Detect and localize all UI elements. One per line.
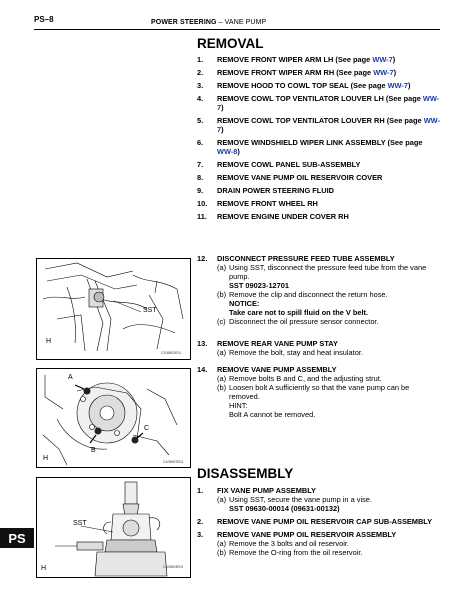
removal-step xyxy=(197,94,440,112)
step-number: 3. xyxy=(197,81,204,90)
hint-text: Bolt A cannot be removed. xyxy=(229,410,316,419)
substep-text: Remove the O-ring from the oil reservoir. xyxy=(229,548,363,557)
feed-tube-illustration xyxy=(37,259,190,359)
step-label: REMOVE HOOD TO COWL TOP SEAL (See page xyxy=(217,81,388,90)
figure-disconnect-feed-tube xyxy=(36,258,191,360)
step-text xyxy=(217,55,440,64)
step-number: 3. xyxy=(197,530,204,539)
step-title: REMOVE REAR VANE PUMP STAY xyxy=(217,339,338,348)
substep-a xyxy=(197,348,440,357)
removal-step xyxy=(197,173,440,182)
step-number: 11. xyxy=(197,212,207,221)
step-end: ) xyxy=(407,81,411,90)
substep-label: (b) xyxy=(217,290,227,299)
header-section: POWER STEERING xyxy=(151,19,217,26)
step-label: REMOVE FRONT WIPER ARM LH (See page xyxy=(217,55,373,64)
step-heading xyxy=(197,530,440,539)
figure-code: C109802E01 xyxy=(161,351,182,355)
step-heading xyxy=(197,365,440,374)
substep-a xyxy=(197,263,440,281)
figure-label-sst: SST xyxy=(73,520,87,527)
step-number: 4. xyxy=(197,94,204,103)
removal-step xyxy=(197,55,440,64)
removal-steps-list xyxy=(197,55,440,221)
step-end: ) xyxy=(393,68,397,77)
step-label: REMOVE COWL TOP VENTILATOR LOUVER LH (See page xyxy=(217,94,423,103)
step-link-ww7[interactable]: WW-7 xyxy=(372,55,393,64)
vane-pump-illustration xyxy=(37,369,190,467)
sst-number: SST 09023-12701 xyxy=(229,281,289,290)
header-rule xyxy=(34,29,440,30)
substep-text: Remove the bolt, stay and heat insulator. xyxy=(229,348,363,357)
substep-label: (a) xyxy=(217,539,227,548)
disassembly-heading: DISASSEMBLY xyxy=(197,466,294,481)
step-end: ) xyxy=(221,103,224,112)
section-tab-ps: PS xyxy=(0,528,34,548)
figure-code: C109803E01 xyxy=(163,565,184,569)
step-number: 1. xyxy=(197,55,204,64)
step-end: ) xyxy=(221,125,224,134)
figure-label-h: H xyxy=(43,455,49,462)
removal-step xyxy=(197,116,440,134)
step-link-ww7[interactable]: WW-7 xyxy=(217,94,440,112)
substep-c xyxy=(197,317,440,326)
step-text: REMOVE ENGINE UNDER COVER RH xyxy=(217,212,349,221)
figure-label-h: H xyxy=(41,565,47,572)
figure-label-c: C xyxy=(144,425,150,432)
removal-step xyxy=(197,138,440,156)
substep-a xyxy=(197,539,440,548)
step-number: 9. xyxy=(197,186,204,195)
removal-step-14 xyxy=(197,365,440,419)
hint-label: HINT: xyxy=(229,401,248,410)
step-label: REMOVE FRONT WIPER ARM RH (See page xyxy=(217,68,374,77)
figure-label-sst: SST xyxy=(143,307,157,314)
step-label: REMOVE COWL TOP VENTILATOR LOUVER RH (See page xyxy=(217,116,424,125)
step-title: REMOVE VANE PUMP OIL RESERVOIR ASSEMBLY xyxy=(217,530,397,539)
substep-a xyxy=(197,374,440,383)
step-text: REMOVE VANE PUMP OIL RESERVOIR COVER xyxy=(217,173,383,182)
step-link-ww8[interactable]: WW-8 xyxy=(217,147,238,156)
step-text xyxy=(217,138,440,156)
removal-step-12 xyxy=(197,254,440,326)
substep-b xyxy=(197,548,440,557)
removal-step xyxy=(197,186,440,195)
step-number: 14. xyxy=(197,365,208,374)
page-header-title xyxy=(151,19,266,26)
disassembly-steps-list xyxy=(197,486,440,557)
substep-a xyxy=(197,495,440,504)
removal-step xyxy=(197,199,440,208)
step-link-ww7[interactable]: WW-7 xyxy=(217,116,440,134)
page-code: PS–8 xyxy=(34,15,54,24)
substep-b xyxy=(197,383,440,401)
removal-step xyxy=(197,212,440,221)
step-label: REMOVE WINDSHIELD WIPER LINK ASSEMBLY (See page xyxy=(217,138,423,147)
figure-fix-vane-pump xyxy=(36,477,191,578)
step-title: REMOVE VANE PUMP OIL RESERVOIR CAP SUB-ASSEMBLY xyxy=(217,517,433,526)
step-text xyxy=(217,68,440,77)
step-heading xyxy=(197,339,440,348)
step-text xyxy=(217,81,440,90)
step-text: REMOVE FRONT WHEEL RH xyxy=(217,199,318,208)
substep-text: Remove the 3 bolts and oil reservoir. xyxy=(229,539,349,548)
substep-b xyxy=(197,290,440,299)
step-number: 7. xyxy=(197,160,204,169)
step-number: 2. xyxy=(197,68,204,77)
step-number: 2. xyxy=(197,517,204,526)
notice-label: NOTICE: xyxy=(229,299,260,308)
removal-step xyxy=(197,68,440,77)
step-number: 13. xyxy=(197,339,208,348)
substep-label: (b) xyxy=(217,548,227,557)
step-heading xyxy=(197,486,440,495)
substep-text: Using SST, disconnect the pressure feed tube from the vane pump. xyxy=(229,263,427,281)
header-separator: – xyxy=(216,19,225,26)
substep-text: Using SST, secure the vane pump in a vise. xyxy=(229,495,372,504)
substep-label: (c) xyxy=(217,317,226,326)
sst-number: SST 09630-00014 (09631-00132) xyxy=(229,504,340,513)
substep-label: (a) xyxy=(217,495,227,504)
figure-code: C109697E01 xyxy=(163,460,184,464)
step-number: 5. xyxy=(197,116,204,125)
substep-label: (a) xyxy=(217,348,227,357)
figure-label-a: A xyxy=(68,374,73,381)
step-end: ) xyxy=(392,55,396,64)
step-heading xyxy=(197,254,440,263)
step-number: 6. xyxy=(197,138,204,147)
substep-text: Disconnect the oil pressure sensor connector. xyxy=(229,317,379,326)
step-number: 12. xyxy=(197,254,208,263)
figure-label-b: B xyxy=(91,447,96,454)
step-title: REMOVE VANE PUMP ASSEMBLY xyxy=(217,365,337,374)
step-number: 10. xyxy=(197,199,208,208)
substep-text: Loosen bolt A sufficiently so that the vane pump can be removed. xyxy=(229,383,410,401)
step-text xyxy=(217,94,440,112)
step-text xyxy=(217,116,440,134)
removal-step-13 xyxy=(197,339,440,357)
substep-label: (b) xyxy=(217,383,227,392)
step-text: DRAIN POWER STEERING FLUID xyxy=(217,186,335,195)
header-subject: VANE PUMP xyxy=(224,19,267,26)
substep-label: (a) xyxy=(217,263,227,272)
step-end: ) xyxy=(237,147,240,156)
step-number: 8. xyxy=(197,173,204,182)
substep-label: (a) xyxy=(217,374,227,383)
removal-heading: REMOVAL xyxy=(197,36,264,51)
step-number: 1. xyxy=(197,486,204,495)
substep-text: Remove the clip and disconnect the return hose. xyxy=(229,290,388,299)
notice-text: Take care not to spill fluid on the V belt. xyxy=(229,308,369,317)
step-link-ww7[interactable]: WW-7 xyxy=(387,81,408,90)
step-heading xyxy=(197,517,440,526)
step-text: REMOVE COWL PANEL SUB-ASSEMBLY xyxy=(217,160,361,169)
step-link-ww7[interactable]: WW-7 xyxy=(373,68,394,77)
substep-text: Remove bolts B and C, and the adjusting strut. xyxy=(229,374,382,383)
step-title: DISCONNECT PRESSURE FEED TUBE ASSEMBLY xyxy=(217,254,395,263)
vise-illustration xyxy=(37,478,190,577)
figure-vane-pump-bolts xyxy=(36,368,191,468)
figure-label-h: H xyxy=(46,338,52,345)
removal-step xyxy=(197,160,440,169)
step-title: FIX VANE PUMP ASSEMBLY xyxy=(217,486,316,495)
removal-step xyxy=(197,81,440,90)
